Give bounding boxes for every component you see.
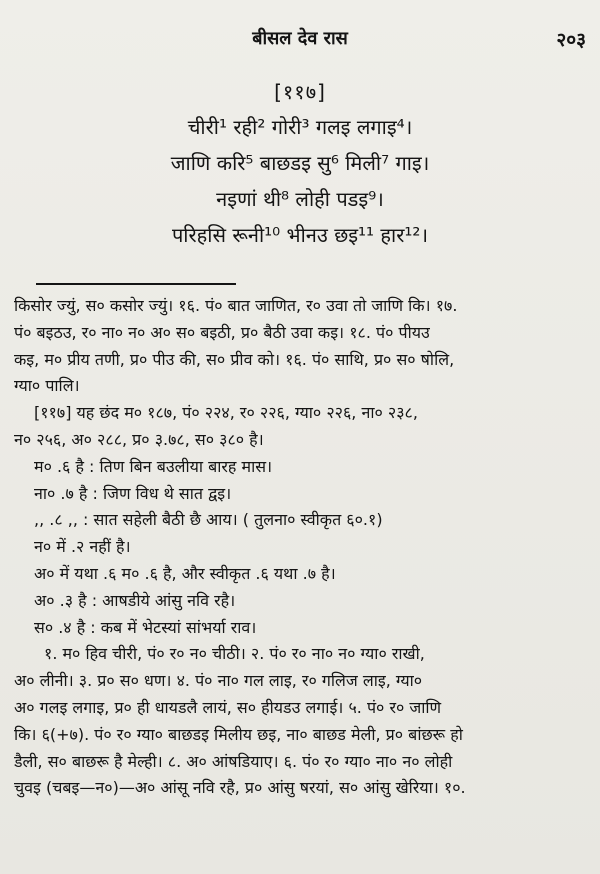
note-line: कइ, म० प्रीय तणी, प्र० पीउ की, स० प्रीव को। १६. पं० साथि, प्र० स० षोलि, <box>14 349 455 369</box>
note-line: ना० .७ है : जिण विध थे सात द्वइ। <box>34 483 232 503</box>
note-line: डैली, स० बाछरू है मेल्ही। ८. अ० आंषडियाए। ६. पं० र० ग्या० ना० न० लोही <box>14 751 453 771</box>
page-header <box>0 26 600 56</box>
verse-number: [११७] <box>274 80 326 104</box>
note-line: म० .६ है : तिण बिन बउलीया बारह मास। <box>34 456 273 476</box>
footnotes <box>14 293 588 802</box>
verse-line: चीरी¹ रही² गोरी³ गलइ लगाइ⁴। <box>187 115 413 139</box>
verse-line: परिहसि रूनी¹⁰ भीनउ छइ¹¹ हार¹²। <box>171 223 429 247</box>
note-line: अ० गलइ लगाइ, प्र० ही धायडलै लायं, स० हीयडउ लगाई। ५. पं० र० जाणि <box>14 697 442 717</box>
page-number: २०३ <box>556 29 586 51</box>
footnote-divider <box>36 283 236 285</box>
verse-line: नइणां थी⁸ लोही पडइ⁹। <box>216 187 384 211</box>
note-line: स० .४ है : कब में भेटस्यां सांभर्या राव। <box>34 617 257 637</box>
running-title: बीसल देव रास <box>252 28 348 49</box>
note-line: किसोर ज्युं, स० कसोर ज्युं। १६. पं० बात जाणित, र० उवा तो जाणि कि। १७. <box>14 296 458 315</box>
verse-block <box>0 78 600 253</box>
note-line: [११७] यह छंद म० १८७, पं० २२४, र० २२६, ग्या० २२६, ना० २३८, <box>34 403 418 423</box>
note-line: पं० बइठउ, र० ना० न० अ० स० बइठी, प्र० बैठी उवा कइ। १८. पं० पीयउ <box>14 322 430 342</box>
note-line: अ० में यथा .६ म० .६ है, और स्वीकृत .६ यथा .७ है। <box>34 563 336 583</box>
note-line: चुवइ (चबइ—न०)—अ० आंसू नवि रहै, प्र० आंसु षरयां, स० आंसु खेरिया। १०. <box>14 778 466 798</box>
note-line: न० में .२ नहीं है। <box>34 537 131 557</box>
verse-line: जाणि करि⁵ बाछडइ सु⁶ मिली⁷ गाइ। <box>170 151 430 175</box>
note-line: न० २५६, अ० २८८, प्र० ३.७८, स० ३८० है। <box>14 429 264 449</box>
note-line: ग्या० पालि। <box>14 376 80 396</box>
note-line: कि। ६(+७). पं० र० ग्या० बाछडइ मिलीय छइ, ना० बाछड मेली, प्र० बांछरू हो <box>14 724 463 744</box>
note-line: १. म० हिव चीरी, पं० र० न० चीठी। २. पं० र० ना० न० ग्या० राखी, <box>44 644 425 664</box>
note-line: अ० लीनी। ३. प्र० स० धण। ४. पं० ना० गल लाइ, र० गलिज लाइ, ग्या० <box>14 671 423 691</box>
note-line: ,, .८ ,, : सात सहेली बैठी छै आय। ( तुलना० स्वीकृत ६०.१) <box>34 510 383 530</box>
note-line: अ० .३ है : आषडीये आंसु नवि रहै। <box>34 590 236 610</box>
